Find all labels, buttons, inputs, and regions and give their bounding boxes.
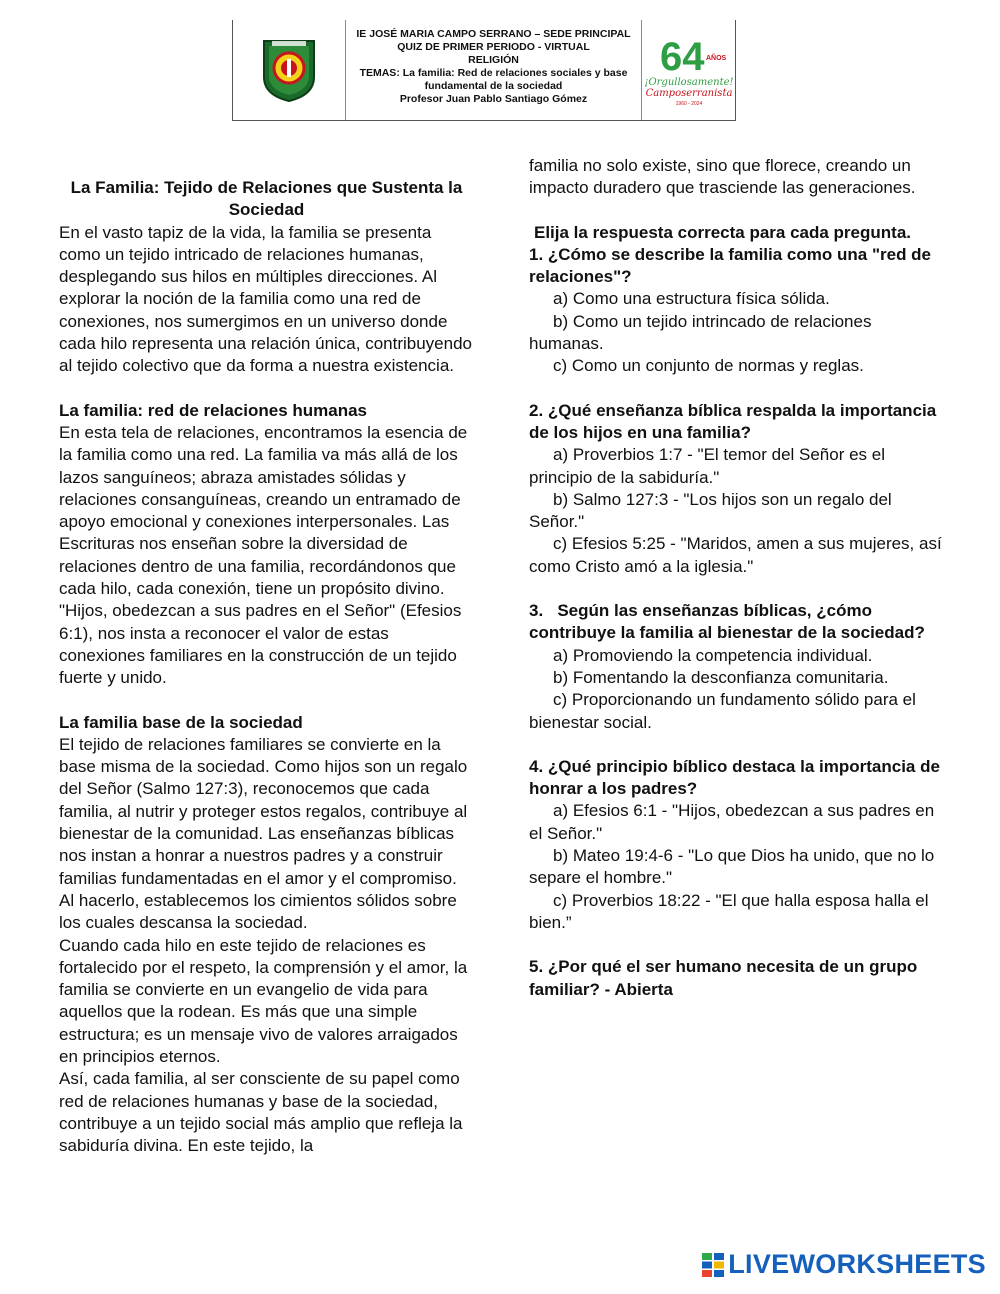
- header-subject: RELIGIÓN: [468, 54, 519, 66]
- header-quiz-name: QUIZ DE PRIMER PERIODO - VIRTUAL: [397, 41, 590, 53]
- right-column: [529, 155, 944, 1001]
- section2-body1: El tejido de relaciones familiares se convierte en la base misma de la sociedad. Como hijos son un regalo del Señor (Salmo 127:3), reconocemos que cada familia, al nutrir y proteger estos regalos, contribuye al bienestar de la comunidad. Las enseñanzas bíblicas nos instan a honrar a nuestros padres y a construir familias fundamentadas en el amor y el compromiso. Al hacerlo, establecemos los cimientos sólidos sobre los cuales descansa la sociedad.: [59, 734, 468, 933]
- section1-heading: La familia: red de relaciones humanas: [59, 400, 368, 420]
- question-4-option-c[interactable]: c) Proverbios 18:22 - "El que halla esposa halla el bien.”: [529, 890, 929, 932]
- question-3-option-b[interactable]: b) Fomentando la desconfianza comunitaria.: [553, 667, 889, 687]
- header-teacher: Profesor Juan Pablo Santiago Gómez: [399, 93, 588, 105]
- school-crest-icon: [260, 37, 318, 103]
- badge-line2: Camposerranista: [645, 88, 732, 99]
- question-3-option-c[interactable]: c) Proporcionando un fundamento sólido para el bienestar social.: [529, 690, 916, 732]
- question-4-option-a[interactable]: a) Efesios 6:1 - "Hijos, obedezcan a sus padres en el Señor.": [529, 801, 935, 843]
- badge-dates: 1960 - 2024: [675, 101, 702, 107]
- quiz-instruction: Elija la respuesta correcta para cada pregunta.: [534, 222, 911, 242]
- reading-title: La Familia: Tejido de Relaciones que Sustenta la Sociedad: [70, 178, 463, 220]
- section2-body2: Cuando cada hilo en este tejido de relaciones es fortalecido por el respeto, la comprensión y el amor, la familia se convierte en un evangelio de vida para aquellos que la rodean. Es más que una simple estructura; es un mensaje vivo de valores arraigados en principios eternos.: [59, 935, 468, 1066]
- liveworksheets-brand[interactable]: LIVEWORKSHEETS: [728, 1249, 986, 1279]
- document-header: [232, 20, 736, 121]
- question-4: 4. ¿Qué principio bíblico destaca la importancia de honrar a los padres?: [529, 756, 940, 799]
- section1-body: En esta tela de relaciones, encontramos la esencia de la familia como una red. La familia va más allá de los lazos sanguíneos; abraza amistades sólidas y relaciones consanguíneas, creando un entramado de apoyo emocional y conexiones interpersonales. Las Escrituras nos enseñan sobre la diversidad de relaciones dentro de una familia, recordándonos que cada hilo, cada conexión, tiene un propósito divino. "Hijos, obedezcan a sus padres en el Señor" (Efesios 6:1), nos insta a reconocer el valor de estas conexiones familiares en la construcción de un tejido fuerte y unido.: [59, 422, 468, 688]
- liveworksheets-logo-icon: [702, 1253, 724, 1277]
- section2-heading: La familia base de la sociedad: [59, 712, 303, 732]
- question-2: 2. ¿Qué enseñanza bíblica respalda la importancia de los hijos en una familia?: [529, 400, 937, 442]
- question-1: 1. ¿Cómo se describe la familia como una "red de relaciones"?: [529, 244, 932, 287]
- question-3-option-a[interactable]: a) Promoviendo la competencia individual.: [553, 645, 873, 665]
- question-1-option-a[interactable]: a) Como una estructura física sólida.: [553, 289, 830, 309]
- question-2-option-a[interactable]: a) Proverbios 1:7 - "El temor del Señor es el principio de la sabiduría.": [529, 445, 886, 487]
- liveworksheets-footer: [702, 1249, 986, 1280]
- question-1-option-b[interactable]: b) Como un tejido intrincado de relaciones humanas.: [529, 311, 872, 354]
- header-school-name: IE JOSÉ MARIA CAMPO SERRANO – SEDE PRINCIPAL: [356, 28, 631, 40]
- question-3: 3. Según las enseñanzas bíblicas, ¿cómo contribuye la familia al bienestar de la sociedad?: [529, 601, 925, 643]
- question-1-option-c[interactable]: c) Como un conjunto de normas y reglas.: [553, 356, 864, 376]
- question-2-option-c[interactable]: c) Efesios 5:25 - "Maridos, amen a sus mujeres, así como Cristo amó a la iglesia.": [529, 534, 942, 576]
- question-4-option-b[interactable]: b) Mateo 19:4-6 - "Lo que Dios ha unido, que no lo separe el hombre.": [529, 846, 935, 888]
- reading-continuation: familia no solo existe, sino que florece, creando un impacto duradero que trasciende las generaciones.: [529, 156, 916, 198]
- question-5-open[interactable]: 5. ¿Por qué el ser humano necesita de un grupo familiar? - Abierta: [529, 957, 918, 999]
- reading-intro: En el vasto tapiz de la vida, la familia se presenta como un tejido intricado de relaciones humanas, desplegando sus hilos en múltiples direcciones. Al explorar la noción de la familia como una red de conexiones, nos sumergimos en un universo donde cada hilo representa una relación única, contribuyendo al tejido colectivo que da forma a nuestra existencia.: [59, 222, 472, 376]
- header-topics: TEMAS: La familia: Red de relaciones sociales y base fundamental de la sociedad: [359, 67, 628, 92]
- school-logo: [233, 20, 346, 120]
- header-text: [346, 20, 642, 120]
- left-column: [59, 177, 474, 1157]
- anniversary-badge: [642, 20, 735, 120]
- section2-body3: Así, cada familia, al ser consciente de su papel como red de relaciones humanas y base de la sociedad, contribuye a un tejido social más amplio que refleja la sabiduría divina. En este tejido, la: [59, 1069, 463, 1156]
- badge-years: AÑOS: [705, 55, 726, 62]
- question-2-option-b[interactable]: b) Salmo 127:3 - "Los hijos son un regalo del Señor.": [529, 489, 892, 532]
- badge-number: 64: [659, 35, 704, 79]
- badge-line1: ¡Orgullosamente!: [643, 77, 734, 88]
